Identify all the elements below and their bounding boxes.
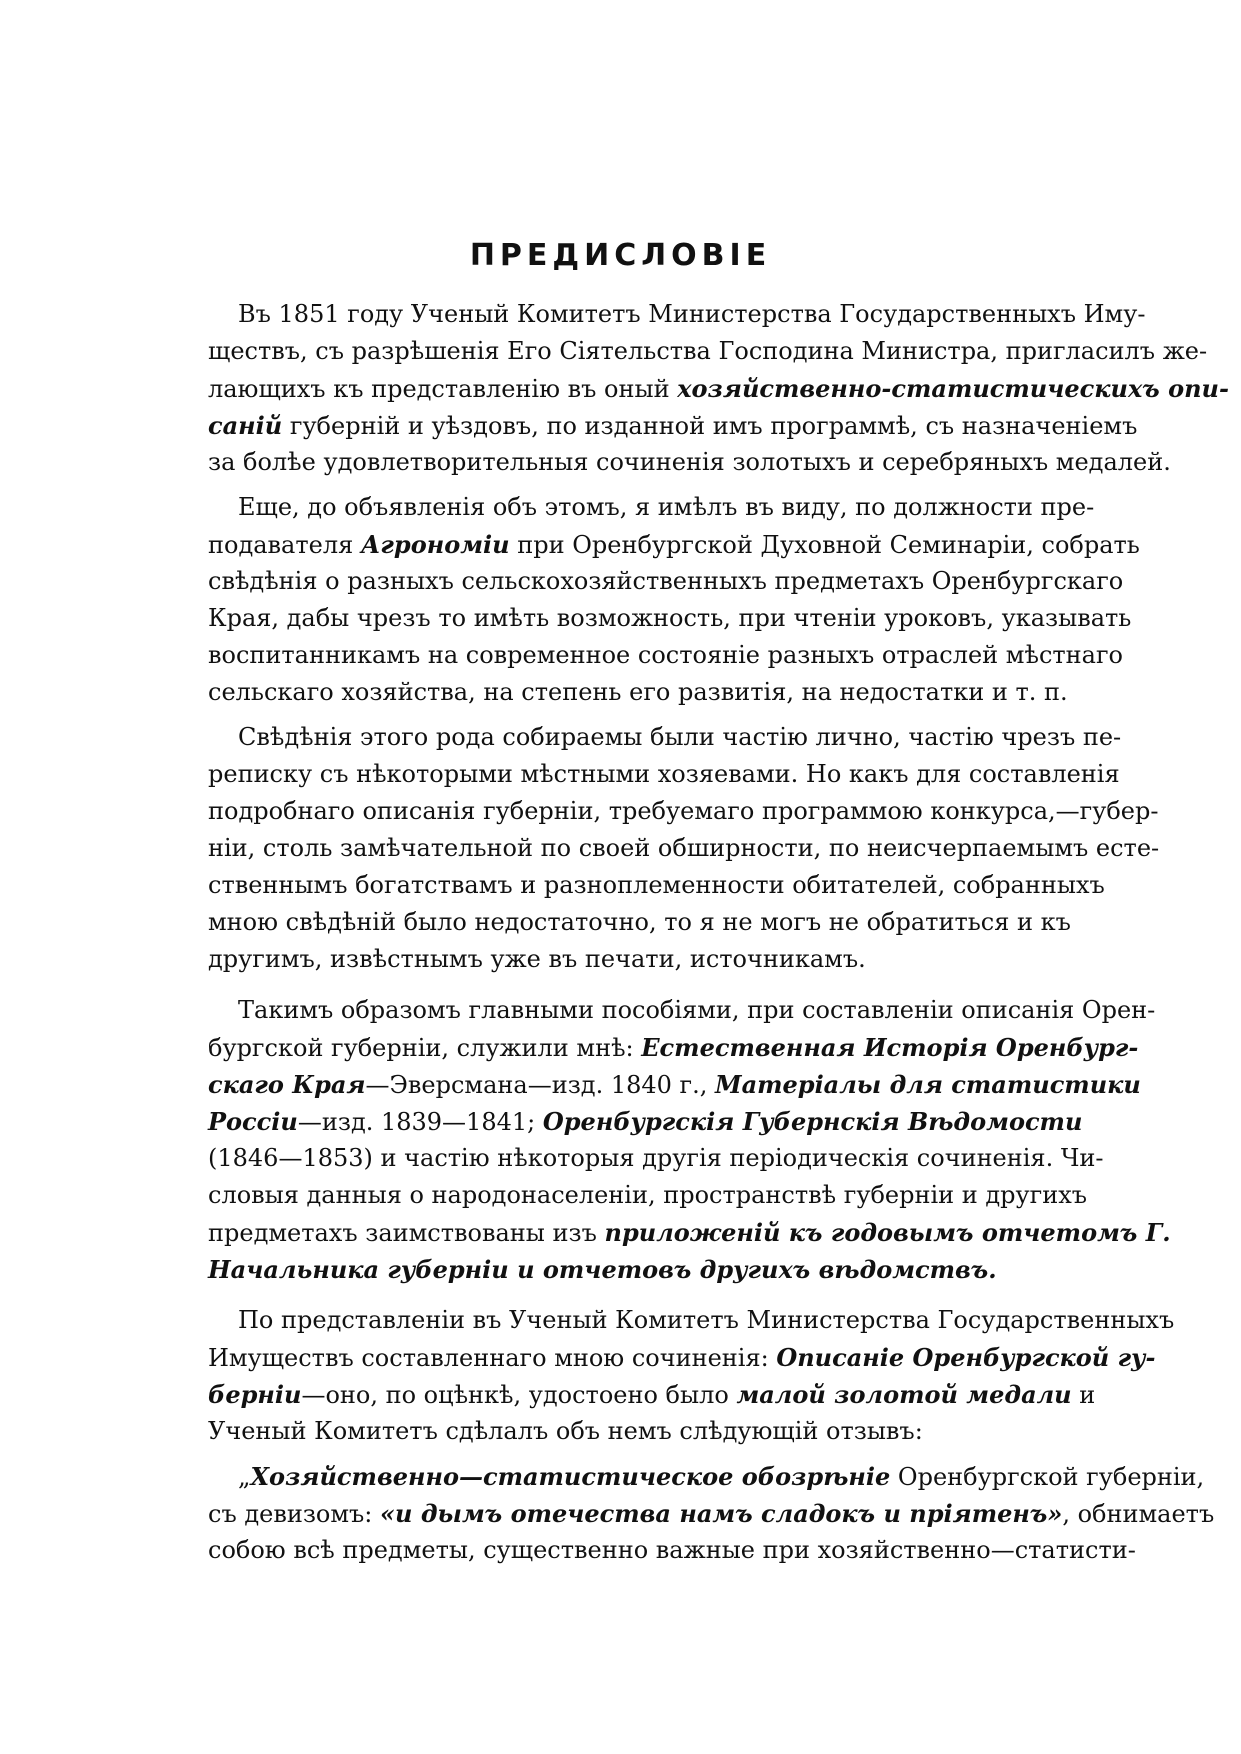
italic-span: Россіи xyxy=(208,1107,298,1136)
text-line: берніи—оно, по оцѣнкѣ, удостоено было малой золотой медали и xyxy=(208,1380,1096,1409)
italic-span: малой золотой медали xyxy=(736,1380,1072,1409)
italic-span: Матеріалы для статистики xyxy=(715,1070,1141,1099)
text-line: Такимъ образомъ главными пособіями, при составленіи описанія Орен- xyxy=(238,996,1156,1024)
text-line: другимъ, извѣстнымъ уже въ печати, источникамъ. xyxy=(208,945,866,973)
text-line: воспитанникамъ на современное состояніе разныхъ отраслей мѣстнаго xyxy=(208,641,1123,669)
text-line: „Хозяйственно—статистическое обозрѣніе Оренбургской губерніи, xyxy=(238,1462,1205,1491)
italic-span: хозяйственно-статистическихъ опи- xyxy=(677,374,1229,403)
text-line: ственнымъ богатствамъ и разноплеменности обитателей, собранныхъ xyxy=(208,871,1105,899)
text-line: ніи, столь замѣчательной по своей обширности, по неисчерпаемымъ есте- xyxy=(208,834,1160,862)
italic-span: берніи xyxy=(208,1380,302,1409)
italic-span: «и дымъ отечества намъ сладокъ и пріятенъ» xyxy=(380,1499,1063,1528)
text-line: мною свѣдѣній было недостаточно, то я не могъ не обратиться и къ xyxy=(208,908,1071,936)
text-line: за болѣе удовлетворительныя сочиненія золотыхъ и серебряныхъ медалей. xyxy=(208,448,1171,476)
text-line: Еще, до объявленія объ этомъ, я имѣлъ въ виду, по должности пре- xyxy=(238,493,1095,521)
text-line: Свѣдѣнія этого рода собираемы были частію лично, частію чрезъ пе- xyxy=(238,723,1122,751)
italic-span: Естественная Исторія Оренбург- xyxy=(641,1033,1139,1062)
text-line: Ученый Комитетъ сдѣлалъ объ немъ слѣдующій отзывъ: xyxy=(208,1417,923,1445)
italic-span: саній xyxy=(208,411,283,440)
paragraph xyxy=(208,719,1160,978)
paragraph xyxy=(208,489,1140,711)
body-text xyxy=(208,296,1229,1569)
italic-span: Оренбургскія Губернскія Вѣдомости xyxy=(542,1107,1083,1136)
text-line: реписку съ нѣкоторыми мѣстными хозяевами. Но какъ для составленія xyxy=(208,760,1120,788)
text-line: Россіи—изд. 1839—1841; Оренбургскія Губернскія Вѣдомости xyxy=(208,1107,1083,1136)
text-line: По представленіи въ Ученый Комитетъ Министерства Государственныхъ xyxy=(238,1306,1175,1334)
text-line: (1846—1853) и частію нѣкоторыя другія періодическія сочиненія. Чи- xyxy=(208,1144,1104,1172)
text-line: Имуществъ составленнаго мною сочиненія: Описаніе Оренбургской гу- xyxy=(208,1343,1156,1372)
text-line: лающихъ къ представленію въ оный хозяйственно-статистическихъ опи- xyxy=(208,374,1229,403)
text-line: подавателя Агрономіи при Оренбургской Духовной Семинаріи, собрать xyxy=(208,530,1140,559)
text-line: съ девизомъ: «и дымъ отечества намъ сладокъ и пріятенъ», обнимаетъ xyxy=(208,1499,1215,1528)
italic-span: Описаніе Оренбургской гу- xyxy=(776,1343,1156,1372)
text-line: Въ 1851 году Ученый Комитетъ Министерства Государственныхъ Иму- xyxy=(238,300,1146,328)
text-line: скаго Края—Эверсмана—изд. 1840 г., Матеріалы для статистики xyxy=(208,1070,1141,1099)
text-line: бургской губерніи, служили мнѣ: Естественная Исторія Оренбург- xyxy=(208,1033,1139,1062)
text-line: подробнаго описанія губерніи, требуемаго программою конкурса,—губер- xyxy=(208,797,1159,825)
paragraph xyxy=(208,1302,1175,1450)
paragraph xyxy=(208,296,1229,481)
italic-span: Агрономіи xyxy=(360,530,510,559)
text-line xyxy=(208,1251,1040,1288)
italic-span: Хозяйственно—статистическое обозрѣніе xyxy=(250,1462,891,1491)
italic-span: Начальника губерніи и отчетовъ другихъ вѣдомствъ. xyxy=(208,1255,997,1284)
text-line: саній губерній и уѣздовъ, по изданной имъ программѣ, съ назначеніемъ xyxy=(208,411,1138,440)
paragraph xyxy=(208,992,1171,1288)
text-line: ществъ, съ разрѣшенія Его Сіятельства Господина Министра, пригласилъ же- xyxy=(208,337,1208,365)
text-line: сельскаго хозяйства, на степень его развитія, на недостатки и т. п. xyxy=(208,678,1068,706)
text-line: Края, дабы чрезъ то имѣть возможность, при чтеніи уроковъ, указывать xyxy=(208,604,1132,632)
text-line: свѣдѣнія о разныхъ сельскохозяйственныхъ предметахъ Оренбургскаго xyxy=(208,567,1124,595)
text-line: собою всѣ предметы, существенно важные при хозяйственно—статисти- xyxy=(208,1536,1136,1564)
page-title: ПРЕДИСЛОВІЕ xyxy=(469,238,772,273)
text-line: словыя данныя о народонаселеніи, пространствѣ губерніи и другихъ xyxy=(208,1181,1088,1209)
paragraph xyxy=(208,1458,1215,1569)
text-line: предметахъ заимствованы изъ приложеній къ годовымъ отчетомъ Г. xyxy=(208,1218,1171,1247)
italic-span: скаго Края xyxy=(208,1070,366,1099)
italic-span: приложеній къ годовымъ отчетомъ Г. xyxy=(604,1218,1171,1247)
